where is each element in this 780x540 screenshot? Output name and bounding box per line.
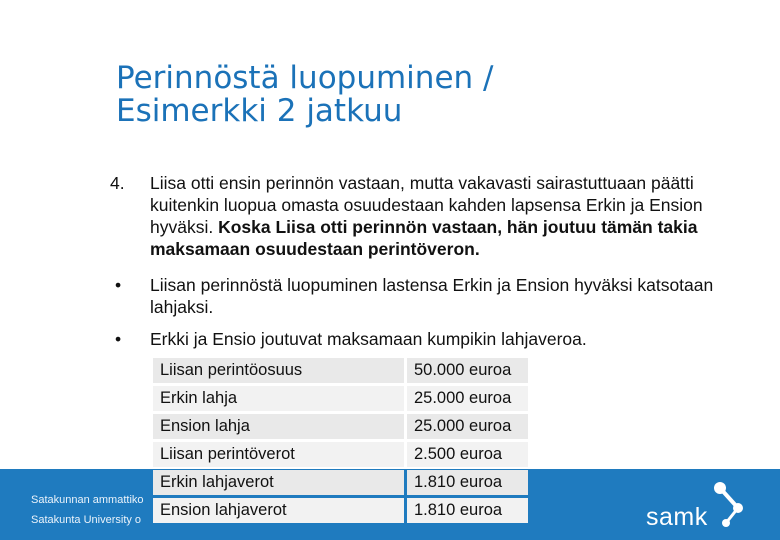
list-item-text: Erkki ja Ensio joutuvat maksamaan kumpikin lahjaveroa. bbox=[150, 329, 587, 349]
list-item-text: Liisan perinnöstä luopuminen lastensa Erkin ja Ension hyväksi katsotaan lahjaksi. bbox=[150, 275, 714, 317]
table-row bbox=[153, 358, 528, 383]
table-cell-label: Erkin lahja bbox=[153, 386, 404, 411]
table-row bbox=[153, 470, 528, 495]
list-item-text-bold: Koska Liisa otti perinnön vastaan, hän joutuu tämän takia maksamaan osuudestaan perintöveron. bbox=[150, 217, 698, 259]
footer-line-1: Satakunnan ammattiko bbox=[31, 494, 144, 506]
table-cell-label: Erkin lahjaverot bbox=[153, 470, 404, 495]
table-cell-value: 1.810 euroa bbox=[407, 470, 528, 495]
table-cell-value: 1.810 euroa bbox=[407, 498, 528, 523]
slide-title: Perinnöstä luopuminen / Esimerkki 2 jatkuu bbox=[116, 60, 494, 129]
table-cell-value: 25.000 euroa bbox=[407, 386, 528, 411]
table-cell-value: 2.500 euroa bbox=[407, 442, 528, 467]
table-row bbox=[153, 498, 528, 523]
table-cell-label: Ension lahjaverot bbox=[153, 498, 404, 523]
logo-text: samk bbox=[646, 503, 708, 531]
amounts-table bbox=[150, 355, 531, 526]
bullet-marker: • bbox=[115, 329, 122, 349]
list-item-text-normal: Liisa otti ensin perinnön vastaan, mutta vakavasti sairastuttuaan päätti kuitenkin luopua omasta osuudestaan kahden lapsensa Erkin ja Ension hyväksi. bbox=[150, 173, 703, 237]
table-cell-value: 25.000 euroa bbox=[407, 414, 528, 439]
bullet-marker: • bbox=[115, 275, 122, 295]
footer-line-2: Satakunta University o bbox=[31, 514, 142, 526]
table-cell-label: Liisan perintöosuus bbox=[153, 358, 404, 383]
table-row bbox=[153, 386, 528, 411]
table-cell-label: Liisan perintöverot bbox=[153, 442, 404, 467]
list-number: 4. bbox=[110, 173, 125, 193]
table-cell-value: 50.000 euroa bbox=[407, 358, 528, 383]
table-cell-label: Ension lahja bbox=[153, 414, 404, 439]
list-item-text bbox=[150, 172, 750, 260]
table-row bbox=[153, 442, 528, 467]
samk-logo bbox=[640, 479, 760, 531]
table-row bbox=[153, 414, 528, 439]
